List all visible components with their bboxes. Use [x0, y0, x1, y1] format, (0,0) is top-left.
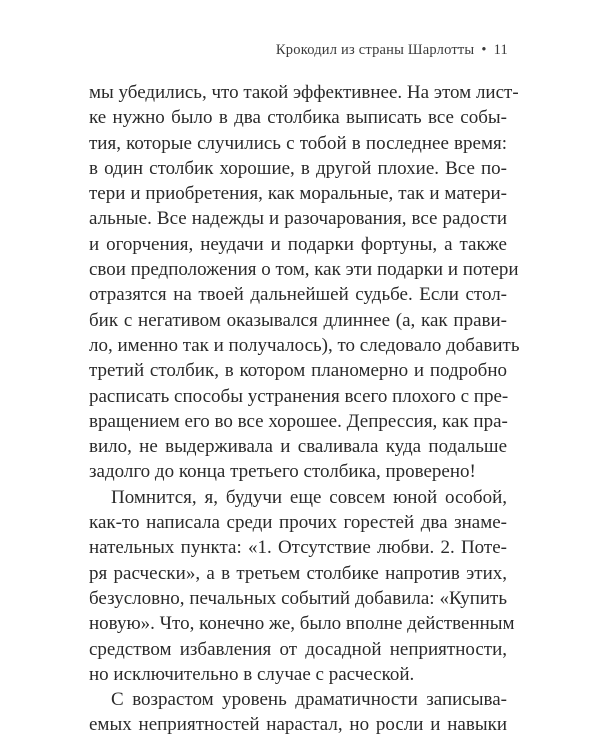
text-line: безусловно, печальных событий добавила: «Купить — [89, 587, 507, 609]
text-line: новую». Что, конечно же, было вполне действенным — [89, 613, 515, 635]
text-line: расписать способы устранения всего плохого с пре- — [89, 385, 509, 407]
text-line: тия, которые случились с тобой в последнее время: — [89, 132, 507, 154]
text-line: в один столбик хорошие, в другой плохие. Все по- — [89, 157, 507, 179]
running-head — [276, 42, 508, 59]
header-separator: • — [481, 42, 487, 58]
text-line: задолго до конца третьего столбика, проверено! — [89, 461, 476, 483]
page-number: 11 — [493, 42, 508, 58]
paragraph — [89, 687, 507, 738]
text-line: мы убедились, что такой эффективнее. На этом лист- — [89, 82, 519, 103]
text-line: ке нужно было в два столбика выписать все собы- — [89, 107, 507, 129]
text-line: отразятся на твоей дальнейшей судьбе. Если стол- — [89, 284, 507, 306]
paragraph — [89, 485, 515, 687]
text-line: вило, не выдерживала и сваливала куда подальше — [89, 436, 507, 458]
text-line: но исключительно в случае с расческой. — [89, 663, 415, 685]
text-line: средством избавления от досадной неприятности, — [89, 638, 507, 660]
text-line: С возрастом уровень драматичности записыва- — [111, 689, 507, 711]
text-line: ло, именно так и получалось), то следовало добавить — [89, 334, 520, 356]
paragraph — [89, 80, 520, 485]
text-line: Помнится, я, будучи еще совсем юной особой, — [111, 486, 507, 508]
text-line: свои предположения о том, как эти подарки и потери — [89, 259, 519, 281]
text-line: емых неприятностей нарастал, но росли и навыки — [89, 714, 507, 736]
text-line: нательных пункта: «1. Отсутствие любви. 2. Поте- — [89, 537, 507, 559]
text-line: ря расчески», а в третьем столбике напротив этих, — [89, 562, 507, 584]
text-line: и огорчения, неудачи и подарки фортуны, а также — [89, 233, 507, 255]
book-title: Крокодил из страны Шарлотты — [275, 42, 475, 58]
text-line: третий столбик, в котором планомерно и подробно — [89, 360, 507, 382]
text-line: бик с негативом оказывался длиннее (а, как прави- — [89, 309, 507, 331]
text-line: как-то написала среди прочих горестей два знаме- — [89, 512, 507, 534]
text-line: тери и приобретения, как моральные, так и матери- — [89, 183, 507, 205]
body-text — [89, 80, 520, 738]
text-line: вращением его во все хорошее. Депрессия, как пра- — [89, 410, 508, 432]
text-line: альные. Все надежды и разочарования, все радости — [89, 208, 507, 230]
